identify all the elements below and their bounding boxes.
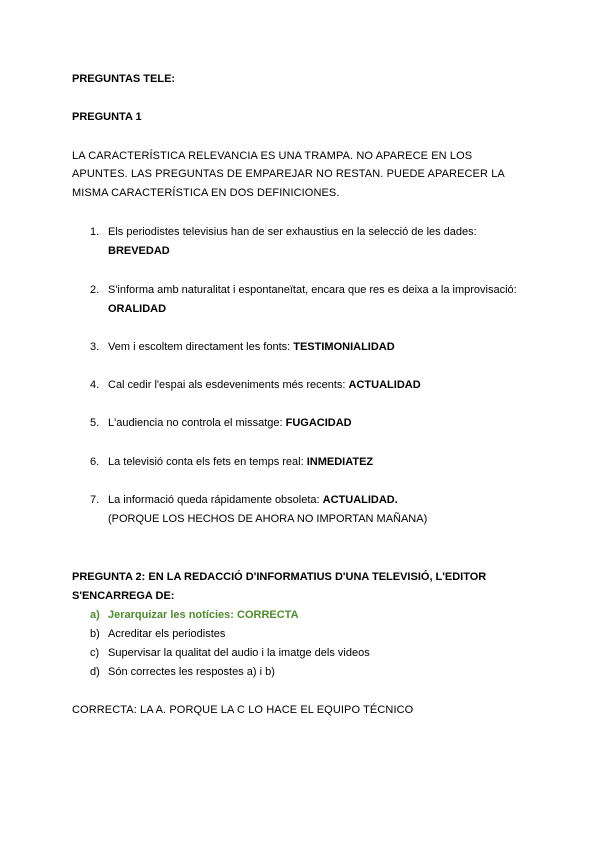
list-item-text: Els periodistes televisius han de ser exhaustius en la selecció de les dades:: [108, 226, 477, 238]
option-letter: c): [90, 647, 100, 659]
question-2-title-line-2: S'ENCARREGA DE:: [72, 590, 175, 602]
list-item-text: L'audiencia no controla el missatge:: [108, 417, 286, 429]
list-item-6: [90, 455, 373, 469]
list-number: 1.: [90, 226, 100, 238]
list-item-1: [90, 225, 477, 239]
option-c: [90, 646, 370, 660]
question-2-title-line-1: PREGUNTA 2: EN LA REDACCIÓ D'INFORMATIUS D'UNA TELEVISIÓ, L'EDITOR: [72, 571, 487, 583]
option-text: Jerarquizar les notícies: CORRECTA: [108, 609, 299, 621]
list-item-text: La informació queda rápidamente obsoleta:: [108, 494, 323, 506]
list-item-answer: ACTUALIDAD.: [322, 494, 398, 506]
option-text: Són correctes les respostes a) i b): [108, 666, 275, 678]
list-number: 6.: [90, 456, 100, 468]
list-number: 7.: [90, 494, 100, 506]
list-item-text: Vem i escoltem directament les fonts:: [108, 341, 294, 353]
list-item-7: [90, 493, 398, 507]
list-item-answer: FUGACIDAD: [285, 417, 352, 429]
list-item-answer: TESTIMONIALIDAD: [293, 341, 395, 353]
list-item-2: [90, 283, 517, 297]
conclusion-text: CORRECTA: LA A. PORQUE LA C LO HACE EL EQUIPO TÉCNICO: [72, 704, 414, 716]
list-item-answer: ACTUALIDAD: [348, 379, 421, 391]
list-item-answer: BREVEDAD: [108, 245, 170, 257]
doc-title: PREGUNTAS TELE:: [72, 73, 176, 85]
option-letter: a): [90, 609, 100, 621]
list-item-text: La televisió conta els fets en temps real:: [108, 456, 307, 468]
list-number: 5.: [90, 417, 100, 429]
option-letter: b): [90, 628, 100, 640]
option-text: Acreditar els periodistes: [108, 628, 226, 640]
option-a: [90, 608, 299, 622]
list-number: 4.: [90, 379, 100, 391]
list-item-text: S'informa amb naturalitat i espontaneïtat, encara que res es deixa a la improvisació:: [108, 284, 517, 296]
intro-line-1: LA CARACTERÍSTICA RELEVANCIA ES UNA TRAMPA. NO APARECE EN LOS: [72, 150, 473, 162]
option-b: [90, 627, 225, 641]
option-text: Supervisar la qualitat del audio i la imatge dels videos: [108, 647, 370, 659]
list-item-4: [90, 378, 421, 392]
list-item-answer: ORALIDAD: [108, 303, 167, 315]
list-item-5: [90, 416, 352, 430]
list-number: 2.: [90, 284, 100, 296]
option-d: [90, 665, 275, 679]
list-item-text: Cal cedir l'espai als esdeveniments més recents:: [108, 379, 349, 391]
list-item-note: (PORQUE LOS HECHOS DE AHORA NO IMPORTAN MAÑANA): [108, 513, 428, 525]
list-item-3: [90, 340, 395, 354]
list-item-answer: INMEDIATEZ: [306, 456, 374, 468]
intro-line-3: MISMA CARACTERÍSTICA EN DOS DEFINICIONES.: [72, 187, 340, 199]
question-1-title: PREGUNTA 1: [72, 111, 142, 123]
option-letter: d): [90, 666, 100, 678]
intro-line-2: APUNTES. LAS PREGUNTAS DE EMPAREJAR NO RESTAN. PUEDE APARECER LA: [72, 168, 505, 180]
list-number: 3.: [90, 341, 100, 353]
